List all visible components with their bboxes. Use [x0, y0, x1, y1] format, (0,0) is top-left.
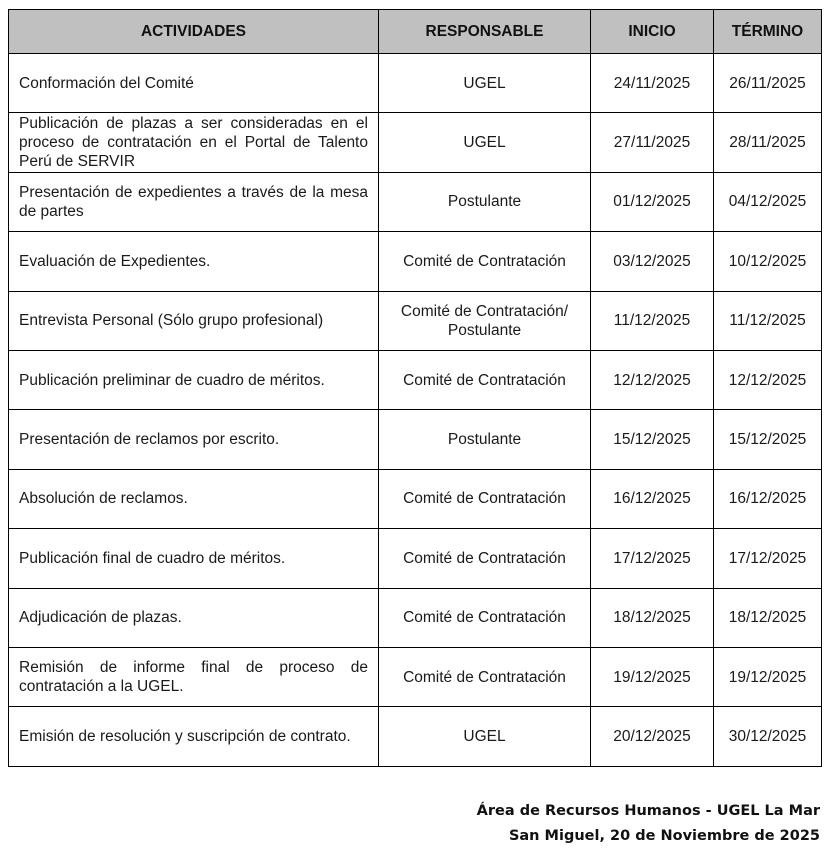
schedule-table	[8, 9, 822, 767]
table-row	[9, 469, 822, 528]
responsible-cell: Comité de Contratación	[379, 529, 591, 588]
footer-place-date: San Miguel, 20 de Noviembre de 2025	[508, 828, 820, 844]
end-date-cell: 10/12/2025	[714, 232, 822, 291]
table-header	[9, 10, 822, 54]
table-row	[9, 529, 822, 588]
end-date-cell: 28/11/2025	[714, 113, 822, 172]
end-date-cell: 17/12/2025	[714, 529, 822, 588]
table-row	[9, 410, 822, 469]
responsible-cell: UGEL	[379, 54, 591, 113]
header-inicio: INICIO	[591, 10, 714, 54]
table-row	[9, 172, 822, 231]
activity-cell: Entrevista Personal (Sólo grupo profesional)	[9, 291, 379, 350]
responsible-cell: Comité de Contratación/ Postulante	[379, 291, 591, 350]
end-date-cell: 30/12/2025	[714, 707, 822, 766]
start-date-cell: 18/12/2025	[591, 588, 714, 647]
activity-cell: Publicación de plazas a ser consideradas en el proceso de contratación en el Portal de Talento Perú de SERVIR	[9, 113, 379, 172]
table-row	[9, 291, 822, 350]
start-date-cell: 20/12/2025	[591, 707, 714, 766]
end-date-cell: 26/11/2025	[714, 54, 822, 113]
table-body	[9, 54, 822, 767]
header-actividades: ACTIVIDADES	[9, 10, 379, 54]
activity-cell: Absolución de reclamos.	[9, 469, 379, 528]
responsible-cell: Postulante	[379, 410, 591, 469]
start-date-cell: 27/11/2025	[591, 113, 714, 172]
start-date-cell: 01/12/2025	[591, 172, 714, 231]
end-date-cell: 12/12/2025	[714, 350, 822, 409]
table-row	[9, 647, 822, 706]
table-row	[9, 350, 822, 409]
start-date-cell: 11/12/2025	[591, 291, 714, 350]
start-date-cell: 15/12/2025	[591, 410, 714, 469]
responsible-cell: Comité de Contratación	[379, 350, 591, 409]
activity-cell: Adjudicación de plazas.	[9, 588, 379, 647]
responsible-cell: Comité de Contratación	[379, 647, 591, 706]
responsible-cell: UGEL	[379, 113, 591, 172]
end-date-cell: 15/12/2025	[714, 410, 822, 469]
responsible-cell: Comité de Contratación	[379, 469, 591, 528]
header-row	[9, 10, 822, 54]
activity-cell: Presentación de reclamos por escrito.	[9, 410, 379, 469]
start-date-cell: 16/12/2025	[591, 469, 714, 528]
responsible-cell: Comité de Contratación	[379, 232, 591, 291]
table-row	[9, 113, 822, 172]
table-row	[9, 54, 822, 113]
responsible-cell: Comité de Contratación	[379, 588, 591, 647]
table-row	[9, 707, 822, 766]
footer-department: Área de Recursos Humanos - UGEL La Mar	[476, 803, 820, 819]
responsible-cell: Postulante	[379, 172, 591, 231]
activity-cell: Publicación final de cuadro de méritos.	[9, 529, 379, 588]
header-termino: TÉRMINO	[714, 10, 822, 54]
activity-cell: Publicación preliminar de cuadro de méritos.	[9, 350, 379, 409]
end-date-cell: 16/12/2025	[714, 469, 822, 528]
activity-cell: Evaluación de Expedientes.	[9, 232, 379, 291]
end-date-cell: 04/12/2025	[714, 172, 822, 231]
end-date-cell: 19/12/2025	[714, 647, 822, 706]
start-date-cell: 03/12/2025	[591, 232, 714, 291]
responsible-cell: UGEL	[379, 707, 591, 766]
start-date-cell: 12/12/2025	[591, 350, 714, 409]
footer-signature	[477, 799, 820, 849]
start-date-cell: 24/11/2025	[591, 54, 714, 113]
activity-cell: Remisión de informe final de proceso de contratación a la UGEL.	[9, 647, 379, 706]
activity-cell: Presentación de expedientes a través de la mesa de partes	[9, 172, 379, 231]
end-date-cell: 18/12/2025	[714, 588, 822, 647]
end-date-cell: 11/12/2025	[714, 291, 822, 350]
table-row	[9, 232, 822, 291]
activity-cell: Emisión de resolución y suscripción de contrato.	[9, 707, 379, 766]
start-date-cell: 17/12/2025	[591, 529, 714, 588]
header-responsable: RESPONSABLE	[379, 10, 591, 54]
start-date-cell: 19/12/2025	[591, 647, 714, 706]
activity-cell: Conformación del Comité	[9, 54, 379, 113]
table-row	[9, 588, 822, 647]
